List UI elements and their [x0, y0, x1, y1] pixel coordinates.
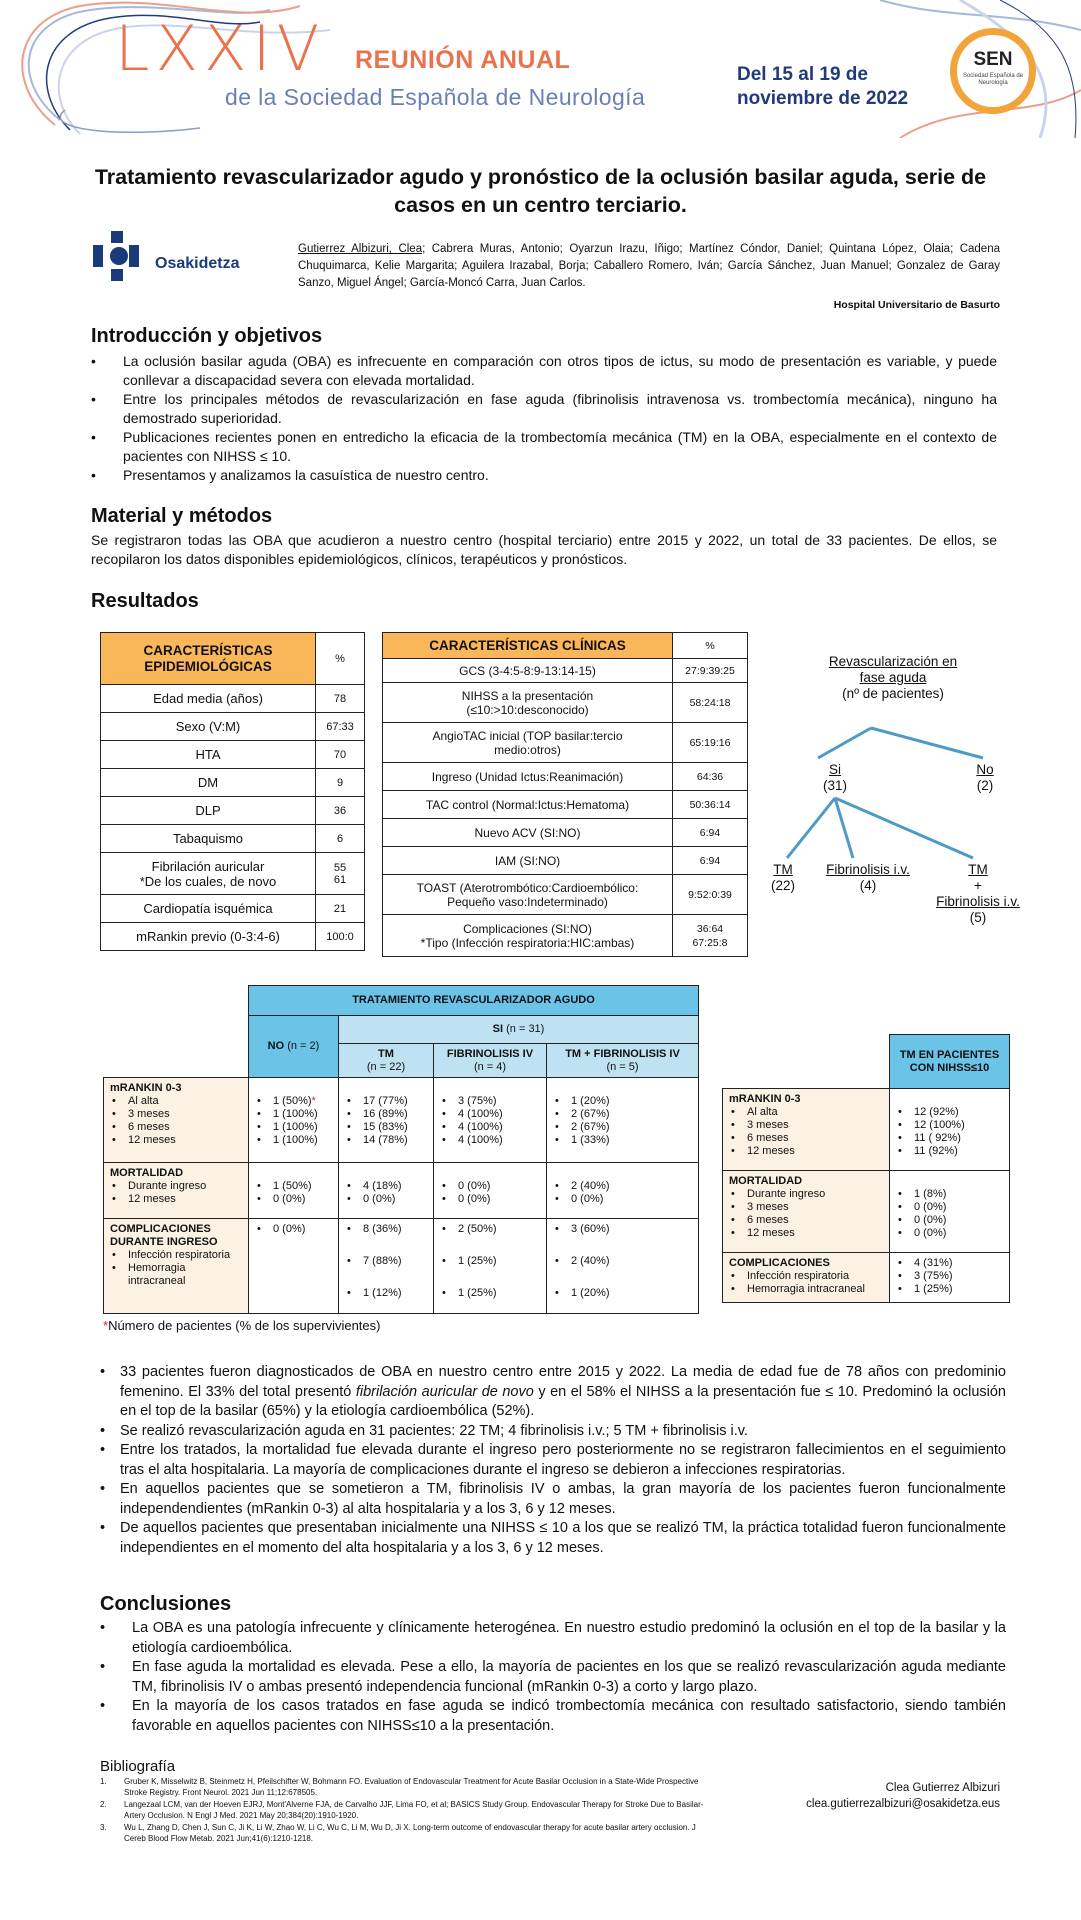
complicaciones-tm-cell: • 8 (36%) • 7 (88%) • 1 (12%) [339, 1219, 434, 1314]
clin-row-label: NIHSS a la presentación (≤10:>10:desconocido) [383, 683, 673, 723]
intro-heading: Introducción y objetivos [91, 325, 323, 347]
clin-row-value: 58:24:18 [673, 683, 748, 723]
results-bullets [100, 1363, 1006, 1558]
revascularization-tree [770, 650, 1033, 950]
epi-row-value: 70 [316, 741, 365, 769]
other-authors: ; Cabrera Muras, Antonio; Oyarzun Irazu, Iñigo; Martínez Cóndor, Daniel; Quintana López, Olaia; Cadena Chuquimarca, Kelie Margarita; Aguilera Irazabal, Borja; Caballero Romero, Iván; García Sánchez, Juan Manuel; Gonzalez de Garay Sanzo, Miguel Ángel; García-Moncó Carra, Juan Carlos. [298, 243, 1000, 289]
clin-row-label: GCS (3-4:5-8:9-13:14-15) [383, 659, 673, 683]
epi-header: CARACTERÍSTICAS EPIDEMIOLÓGICAS [101, 633, 316, 685]
tree-fib-node: Fibrinolisis i.v. (4) [826, 862, 910, 893]
tree-tmfib-node: TM + Fibrinolisis i.v. (5) [936, 862, 1020, 925]
tree-tm-node: TM (22) [770, 862, 795, 893]
epi-row-value: 21 [316, 895, 365, 923]
nihss-mortalidad-values: • 1 (8%) • 0 (0%) • 0 (0%) • 0 (0%) [890, 1171, 1010, 1253]
metodos-heading: Material y métodos [91, 505, 273, 527]
resultados-heading: Resultados [91, 590, 199, 612]
mrankin-tmfib-cell: • 1 (20%) • 2 (67%) • 2 (67%) • 1 (33%) [547, 1078, 699, 1163]
poster-title: Tratamiento revascularizador agudo y pronóstico de la oclusión basilar aguda, serie de casos en un centro terciario. [94, 165, 987, 217]
tm-col-header: TM (n = 22) [339, 1044, 434, 1078]
clin-row-label: Complicaciones (SI:NO) *Tipo (Infección respiratoria:HIC:ambas) [383, 915, 673, 957]
clin-row-label: Ingreso (Unidad Ictus:Reanimación) [383, 763, 673, 791]
mortalidad-tm-cell: • 4 (18%) • 0 (0%) [339, 1163, 434, 1219]
tmfib-col-header: TM + FIBRINOLISIS IV (n = 5) [547, 1044, 699, 1078]
edition-number: LXXIV [115, 12, 326, 85]
nihss-complicaciones-label: COMPLICACIONES • Infección respiratoria • Hemorragia intracraneal [723, 1253, 890, 1303]
epi-row-label: Tabaquismo [101, 825, 316, 853]
epi-row-label: DM [101, 769, 316, 797]
reference-item: 3. Wu L, Zhang D, Chen J, Sun C, Ji K, Li W, Zhao W, Li C, Wu C, Li M, Wu D, Ji X. Long-term outcome of endovascular therapy for acute basilar artery occlusion. J Cereb Blood Flow Metab. 2021 Jun;41(6):1210-1218. [100, 1823, 696, 1843]
clin-row-value: 36:64 67:25:8 [673, 915, 748, 957]
clin-row-label: Nuevo ACV (SI:NO) [383, 819, 673, 847]
nihss-mortalidad-label: MORTALIDAD • Durante ingreso • 3 meses • 6 meses • 12 meses [723, 1171, 890, 1253]
epi-row-label: HTA [101, 741, 316, 769]
contact-email[interactable]: clea.gutierrezalbizuri@osakidetza.eus [806, 1798, 1000, 1810]
epidemiological-table [100, 632, 365, 951]
table-footnote: *Número de pacientes (% de los supervivientes) [103, 1318, 381, 1333]
reference-item: 1. Gruber K, Misselwitz B, Steinmetz H, Pfeilschifter W, Bohmann FO. Evaluation of Endovascular Treatment for Acute Basilar Occlusion in a State-Wide Prospective Stroke Registry. Front Neurol. 2021 Jun 11;12:678505. [100, 1777, 699, 1797]
osakidetza-logo [93, 231, 240, 286]
osakidetza-symbol-icon [93, 231, 149, 281]
intro-bullet: • Presentamos y analizamos la casuística de nuestro centro. [91, 466, 997, 485]
reference-item: 2. Langezaal LCM, van der Hoeven EJRJ, Mont'Alverne FJA, de Carvalho JJF, Lima FO, et al; BASICS Study Group. Endovascular Therapy for Stroke Due to Basilar-Artery Occlusion. N Engl J Med. 2021 May 20;384(20):1910-1920. [100, 1800, 704, 1820]
mortalidad-tmfib-cell: • 2 (40%) • 0 (0%) [547, 1163, 699, 1219]
event-dates-line1: Del 15 al 19 de [737, 64, 868, 85]
nihss-mrankin-label: mRANKIN 0-3 • Al alta • 3 meses • 6 meses • 12 meses [723, 1089, 890, 1171]
hospital-affiliation: Hospital Universitario de Basurto [833, 299, 1000, 311]
results-bullet: • Se realizó revascularización aguda en 31 pacientes: 22 TM; 4 fibrinolisis i.v.; 5 TM + fibrinolisis i.v. [100, 1422, 1006, 1442]
mrankin-tm-cell: • 17 (77%) • 16 (89%) • 15 (83%) • 14 (78%) [339, 1078, 434, 1163]
header-banner [0, 0, 1081, 138]
treatment-table [103, 985, 699, 1314]
tree-no-node: No (2) [976, 762, 994, 793]
contact-info [806, 1780, 1000, 1812]
nihss-table [722, 1034, 1010, 1303]
conclusion-bullet: • En fase aguda la mortalidad es elevada. Pese a ello, la mayoría de pacientes en los que se realizó revascularización aguda mediante TM, fibrinolisis IV o ambas presentó independencia funcional (mRankin 0-3) a corto y largo plazo. [100, 1658, 1006, 1697]
osakidetza-logo-text: Osakidetza [155, 255, 240, 272]
bibliografia-list [100, 1777, 712, 1846]
conclusion-bullet: • La OBA es una patología infrecuente y clínicamente heterogénea. En nuestro estudio predominó la oclusión en el top de la basilar y la etiología cardioembólica. [100, 1619, 1006, 1658]
corner-blank [104, 986, 249, 1016]
fib-col-header: FIBRINOLISIS IV (n = 4) [434, 1044, 547, 1078]
clinical-table [382, 632, 748, 957]
tree-si-node: Si (31) [822, 762, 847, 793]
si-col-header: SI (n = 31) [339, 1016, 699, 1044]
complicaciones-row-label: COMPLICACIONES DURANTE INGRESO • Infección respiratoria • Hemorragia intracraneal [104, 1219, 249, 1314]
intro-bullet: • Publicaciones recientes ponen en entredicho la eficacia de la trombectomía mecánica (TM) en la OBA, especialmente en el contexto de pacientes con NIHSS ≤ 10. [91, 428, 997, 466]
treatment-header: TRATAMIENTO REVASCULARIZADOR AGUDO [249, 986, 699, 1016]
mrankin-no-cell: • 1 (50%)* • 1 (100%) • 1 (100%) • 1 (100%) [249, 1078, 339, 1163]
sen-logo [950, 28, 1036, 114]
mrankin-row-label: mRANKIN 0-3 • Al alta • 3 meses • 6 meses • 12 meses [104, 1078, 249, 1163]
intro-bullet: • La oclusión basilar aguda (OBA) es infrecuente en comparación con otros tipos de ictus, su modo de presentación es variable, y puede conllevar a discapacidad severa con elevada mortalidad. [91, 352, 997, 390]
metodos-text: Se registraron todas las OBA que acudieron a nuestro centro (hospital terciario) entre 2015 y 2022, un total de 33 pacientes. De ellos, se recopilaron los datos disponibles epidemiológicos, clínicos, terapéuticos y pronósticos. [91, 532, 997, 567]
clin-row-label: TOAST (Aterotrombótico:Cardioembólico: Pequeño vaso:Indeterminado) [383, 875, 673, 915]
clin-row-value: 6:94 [673, 847, 748, 875]
no-col-header: NO (n = 2) [249, 1016, 339, 1078]
clin-row-value: 50:36:14 [673, 791, 748, 819]
intro-bullet: • Entre los principales métodos de revascularización en fase aguda (fibrinolisis intravenosa vs. trombectomía mecánica), ninguno ha demostrado superioridad. [91, 390, 997, 428]
epi-row-label: DLP [101, 797, 316, 825]
bibliografia-heading: Bibliografía [100, 1758, 176, 1775]
author-list [298, 241, 1000, 292]
conclusiones-heading: Conclusiones [100, 1593, 232, 1615]
epi-row-label: Cardiopatía isquémica [101, 895, 316, 923]
reunion-anual-label: REUNIÓN ANUAL [355, 46, 571, 74]
sociedad-label: de la Sociedad Española de Neurología [225, 84, 646, 110]
epi-header-pct: % [316, 633, 365, 685]
epi-row-label: Edad media (años) [101, 685, 316, 713]
tree-root-label: Revascularización en fase aguda (nº de pacientes) [828, 654, 958, 701]
epi-row-value: 78 [316, 685, 365, 713]
clin-row-value: 65:19:16 [673, 723, 748, 763]
mortalidad-row-label: MORTALIDAD • Durante ingreso • 12 meses [104, 1163, 249, 1219]
mortalidad-no-cell: • 1 (50%) • 0 (0%) [249, 1163, 339, 1219]
clin-row-label: TAC control (Normal:Ictus:Hematoma) [383, 791, 673, 819]
epi-row-value: 6 [316, 825, 365, 853]
clin-row-label: IAM (SI:NO) [383, 847, 673, 875]
epi-row-label: Sexo (V:M) [101, 713, 316, 741]
sen-logo-text: SEN [973, 49, 1013, 70]
clin-row-label: AngioTAC inicial (TOP basilar:tercio medio:otros) [383, 723, 673, 763]
results-bullet: • De aquellos pacientes que presentaban inicialmente una NIHSS ≤ 10 a los que se realizó TM, la práctica totalidad fueron funcionalmente independientes en el momento del alta hospitalaria y a los 3, 6 y 12 meses. [100, 1519, 1006, 1558]
complicaciones-fib-cell: • 2 (50%) • 1 (25%) • 1 (25%) [434, 1219, 547, 1314]
clin-row-value: 64:36 [673, 763, 748, 791]
epi-row-value: 100:0 [316, 923, 365, 951]
conclusion-bullet: • En la mayoría de los casos tratados en fase aguda se indicó trombectomía mecánica con resultado satisfactorio, siendo también favorable en aquellos pacientes con NIHSS≤10 a la presentación. [100, 1697, 1006, 1736]
results-bullet: • Entre los tratados, la mortalidad fue elevada durante el ingreso pero posteriormente no se registraron fallecimientos en el seguimiento tras el alta hospitalaria. La mayoría de complicaciones durante el ingreso se debieron a infecciones respiratorias. [100, 1441, 1006, 1480]
contact-name: Clea Gutierrez Albizuri [885, 1782, 1000, 1794]
nihss-mrankin-values: • 12 (92%) • 12 (100%) • 11 ( 92%) • 11 (92%) [890, 1089, 1010, 1171]
epi-row-value: 55 61 [316, 853, 365, 895]
epi-row-value: 9 [316, 769, 365, 797]
clin-header-pct: % [673, 633, 748, 659]
clin-row-value: 9:52:0:39 [673, 875, 748, 915]
epi-row-label: Fibrilación auricular *De los cuales, de novo [101, 853, 316, 895]
results-bullet: • En aquellos pacientes que se sometieron a TM, fibrinolisis IV o ambas, la gran mayoría de los pacientes fueron funcionalmente independendientes (mRankin 0-3) al alta hospitalaria y a los 3, 6 y 12 meses. [100, 1480, 1006, 1519]
first-author: Gutierrez Albizuri, Clea [298, 243, 423, 255]
epi-row-value: 67:33 [316, 713, 365, 741]
event-dates [737, 63, 908, 111]
conclusiones-bullets [100, 1619, 1006, 1736]
mrankin-fib-cell: • 3 (75%) • 4 (100%) • 4 (100%) • 4 (100%) [434, 1078, 547, 1163]
results-bullet: • 33 pacientes fueron diagnosticados de OBA en nuestro centro entre 2015 y 2022. La media de edad fue de 78 años con predominio femenino. El 33% del total presentó fibrilación auricular de novo y en el 58% el NIHSS a la presentación fue ≤ 10. Predominó la oclusión en el top de la basilar (65%) y la etiología cardioembólica (52%). [100, 1363, 1006, 1422]
clin-header: CARACTERÍSTICAS CLÍNICAS [383, 633, 673, 659]
epi-row-value: 36 [316, 797, 365, 825]
clin-row-value: 27:9:39:25 [673, 659, 748, 683]
epi-row-label: mRankin previo (0-3:4-6) [101, 923, 316, 951]
complicaciones-tmfib-cell: • 3 (60%) • 2 (40%) • 1 (20%) [547, 1219, 699, 1314]
sen-logo-subtext: Sociedad Española de Neurología [962, 73, 1024, 86]
nihss-header: TM EN PACIENTES CON NIHSS≤10 [890, 1035, 1010, 1089]
clin-row-value: 6:94 [673, 819, 748, 847]
intro-bullets [91, 352, 997, 485]
mortalidad-fib-cell: • 0 (0%) • 0 (0%) [434, 1163, 547, 1219]
event-dates-line2: noviembre de 2022 [737, 88, 909, 109]
nihss-complicaciones-values: • 4 (31%) • 3 (75%) • 1 (25%) [890, 1253, 1010, 1303]
complicaciones-no-cell: • 0 (0%) [249, 1219, 339, 1314]
